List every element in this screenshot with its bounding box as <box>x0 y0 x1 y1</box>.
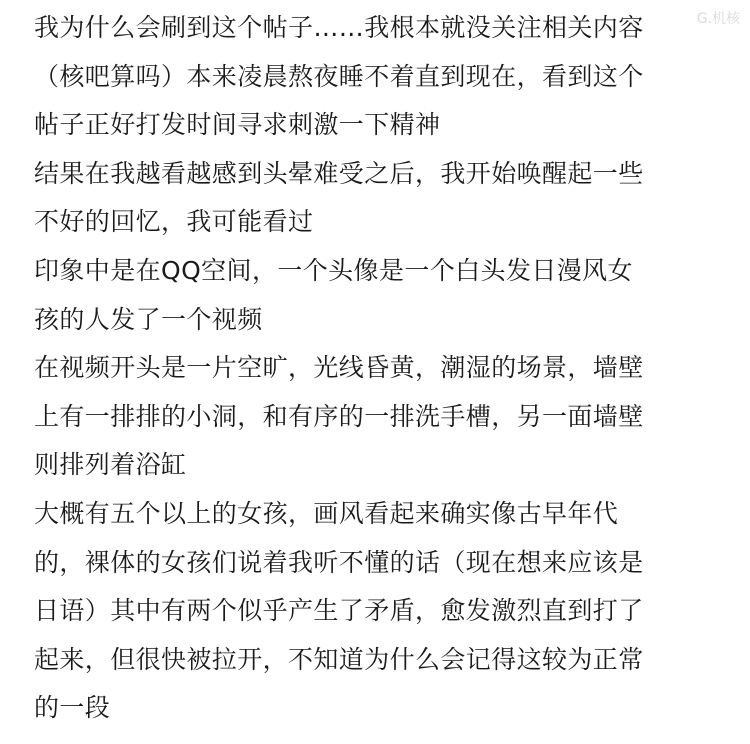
text-line: 的一段 <box>34 693 111 723</box>
post-body <box>34 4 734 733</box>
text-line: 孩的人发了一个视频 <box>34 304 263 334</box>
text-line: 的，裸体的女孩们说着我听不懂的话（现在想来应该是 <box>34 547 644 577</box>
text-line: 大概有五个以上的女孩，画风看起来确实像古早年代 <box>34 498 619 528</box>
text-line: 帖子正好打发时间寻求刺激一下精神 <box>34 110 441 140</box>
text-line: 起来，但很快被拉开，不知道为什么会记得这较为正常 <box>34 644 644 674</box>
text-line: 印象中是在QQ空间，一个头像是一个白头发日漫风女 <box>34 255 633 285</box>
text-line: 在视频开头是一片空旷，光线昏黄，潮湿的场景，墙壁 <box>34 353 644 383</box>
text-line: （核吧算吗）本来凌晨熬夜睡不着直到现在，看到这个 <box>34 61 644 91</box>
text-line: 日语）其中有两个似乎产生了矛盾，愈发激烈直到打了 <box>34 596 644 626</box>
text-line: 结果在我越看越感到头晕难受之后，我开始唤醒起一些 <box>34 158 644 188</box>
watermark-logo: G.机核 <box>696 11 740 27</box>
text-line: 上有一排排的小洞，和有序的一排洗手槽，另一面墙壁 <box>34 401 644 431</box>
text-line: 则排列着浴缸 <box>34 450 187 480</box>
text-line: 我为什么会刷到这个帖子……我根本就没关注相关内容 <box>34 13 644 42</box>
text-line: 不好的回忆，我可能看过 <box>34 207 314 237</box>
